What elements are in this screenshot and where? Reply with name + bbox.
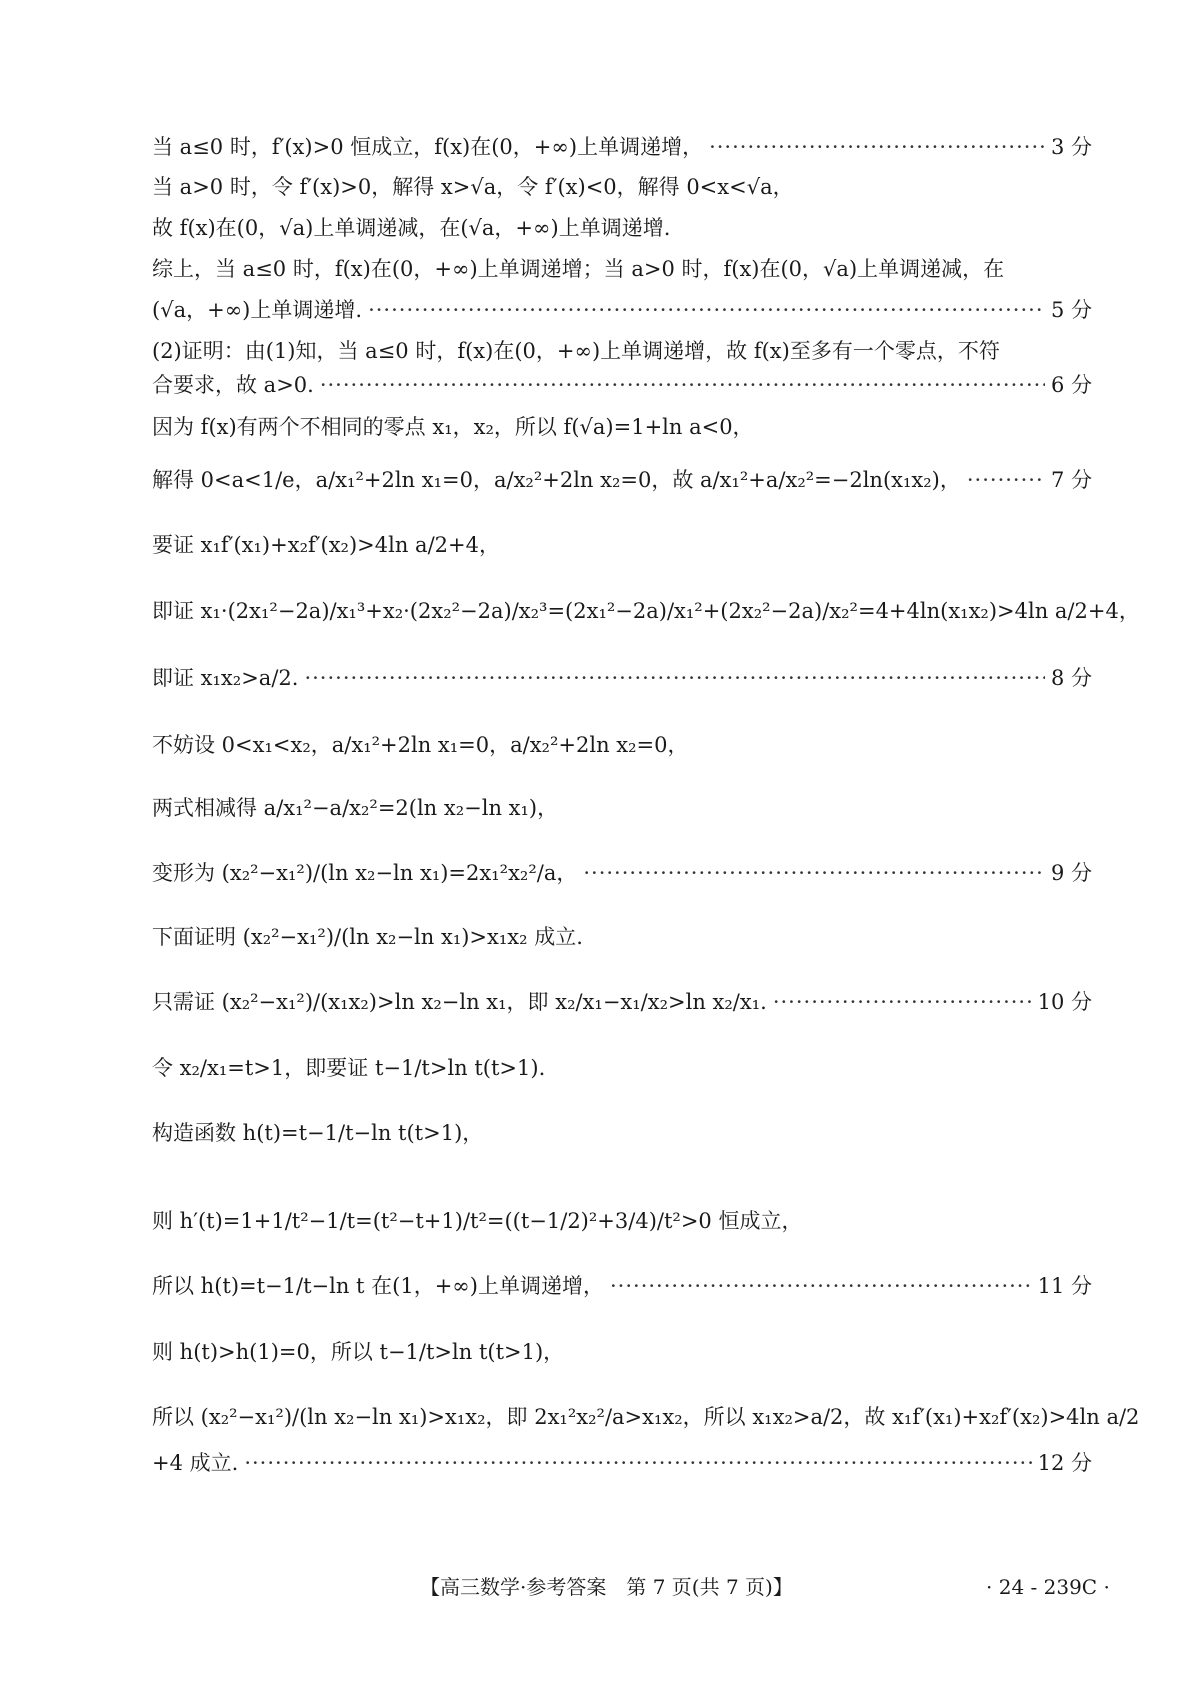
solution-line — [152, 295, 1092, 325]
solution-line — [152, 730, 1092, 760]
dot-leader — [610, 1271, 1032, 1301]
solution-line-text: 当 a>0 时，令 f′(x)>0，解得 x>√a，令 f′(x)<0，解得 0<x<√a， — [152, 175, 794, 199]
solution-line — [152, 530, 1092, 560]
solution-line-text: +4 成立. — [152, 1451, 239, 1475]
score-mark: 10 分 — [1037, 990, 1092, 1014]
dot-leader — [773, 987, 1032, 1017]
solution-line-text: 所以 h(t)=t−1/t−ln t 在(1，+∞)上单调递增， — [152, 1274, 604, 1298]
solution-line — [152, 1206, 1092, 1236]
dot-leader — [368, 295, 1045, 325]
solution-line — [152, 596, 1140, 626]
dot-leader — [583, 858, 1045, 888]
solution-line-text: 即证 x₁·(2x₁²−2a)/x₁³+x₂·(2x₂²−2a)/x₂³=(2x₁²−2a)/x₁²+(2x₂²−2a)/x₂²=4+4ln(x₁x₂)>4ln a/2+4， — [152, 599, 1140, 623]
solution-line — [152, 1402, 1140, 1432]
solution-line-text: 综上，当 a≤0 时，f(x)在(0，+∞)上单调递增；当 a>0 时，f(x)在(0，√a)上单调递减，在 — [152, 257, 1005, 281]
solution-line-text: (√a，+∞)上单调递增. — [152, 298, 363, 322]
score-mark: 3 分 — [1050, 135, 1092, 159]
solution-line — [152, 858, 1092, 888]
dot-leader — [320, 370, 1045, 400]
solution-line — [152, 412, 1092, 442]
solution-line-text: 则 h(t)>h(1)=0，所以 t−1/t>ln t(t>1)， — [152, 1340, 565, 1364]
solution-line-text: 当 a≤0 时，f′(x)>0 恒成立，f(x)在(0，+∞)上单调递增， — [152, 135, 704, 159]
solution-line — [152, 172, 1092, 202]
score-mark: 8 分 — [1050, 666, 1092, 690]
solution-line — [152, 987, 1092, 1017]
solution-line-text: 要证 x₁f′(x₁)+x₂f′(x₂)>4ln a/2+4， — [152, 533, 500, 557]
solution-line-text: 只需证 (x₂²−x₁²)/(x₁x₂)>ln x₂−ln x₁，即 x₂/x₁−x₁/x₂>ln x₂/x₁. — [152, 990, 767, 1014]
solution-line-text: 故 f(x)在(0，√a)上单调递减，在(√a，+∞)上单调递增. — [152, 216, 671, 240]
solution-line-text: 所以 (x₂²−x₁²)/(ln x₂−ln x₁)>x₁x₂，即 2x₁²x₂²/a>x₁x₂，所以 x₁x₂>a/2，故 x₁f′(x₁)+x₂f′(x₂)>4ln a/2 — [152, 1405, 1140, 1429]
solution-line — [152, 1448, 1092, 1478]
solution-line-text: (2)证明：由(1)知，当 a≤0 时，f(x)在(0，+∞)上单调递增，故 f(x)至多有一个零点，不符 — [152, 339, 1000, 363]
page-footer: 【高三数学·参考答案 第 7 页(共 7 页)】 — [420, 1575, 793, 1599]
solution-line — [152, 213, 1092, 243]
score-mark: 6 分 — [1050, 373, 1092, 397]
solution-line-text: 不妨设 0<x₁<x₂，a/x₁²+2ln x₁=0，a/x₂²+2ln x₂=0， — [152, 733, 689, 757]
solution-line-text: 因为 f(x)有两个不相同的零点 x₁，x₂，所以 f(√a)=1+ln a<0， — [152, 415, 754, 439]
solution-line — [152, 132, 1092, 162]
score-mark: 12 分 — [1037, 1451, 1092, 1475]
solution-line-text: 解得 0<a<1/e，a/x₁²+2ln x₁=0，a/x₂²+2ln x₂=0，故 a/x₁²+a/x₂²=−2ln(x₁x₂)， — [152, 468, 961, 492]
solution-line-text: 下面证明 (x₂²−x₁²)/(ln x₂−ln x₁)>x₁x₂ 成立. — [152, 925, 583, 949]
solution-line — [152, 370, 1092, 400]
solution-line — [152, 793, 1092, 823]
score-mark: 9 分 — [1050, 861, 1092, 885]
solution-line-text: 构造函数 h(t)=t−1/t−ln t(t>1)， — [152, 1121, 484, 1145]
dot-leader — [709, 132, 1045, 162]
solution-line-text: 即证 x₁x₂>a/2. — [152, 666, 299, 690]
solution-line — [152, 1337, 1092, 1367]
dot-leader — [967, 465, 1045, 495]
score-mark: 5 分 — [1050, 298, 1092, 322]
solution-line — [152, 922, 1092, 952]
dot-leader — [244, 1448, 1031, 1478]
solution-line-text: 变形为 (x₂²−x₁²)/(ln x₂−ln x₁)=2x₁²x₂²/a， — [152, 861, 578, 885]
paper-code: · 24 - 239C · — [986, 1575, 1110, 1599]
solution-line-text: 两式相减得 a/x₁²−a/x₂²=2(ln x₂−ln x₁)， — [152, 796, 559, 820]
solution-line — [152, 336, 1092, 366]
solution-line — [152, 1271, 1092, 1301]
score-mark: 11 分 — [1037, 1274, 1092, 1298]
solution-line — [152, 254, 1092, 284]
solution-line — [152, 1053, 1092, 1083]
solution-line-text: 合要求，故 a>0. — [152, 373, 314, 397]
solution-line — [152, 465, 1092, 495]
dot-leader — [304, 663, 1045, 693]
solution-line — [152, 1118, 1092, 1148]
solution-line — [152, 663, 1092, 693]
solution-line-text: 令 x₂/x₁=t>1，即要证 t−1/t>ln t(t>1). — [152, 1056, 546, 1080]
score-mark: 7 分 — [1050, 468, 1092, 492]
solution-line-text: 则 h′(t)=1+1/t²−1/t=(t²−t+1)/t²=((t−1/2)²+3/4)/t²>0 恒成立， — [152, 1209, 803, 1233]
